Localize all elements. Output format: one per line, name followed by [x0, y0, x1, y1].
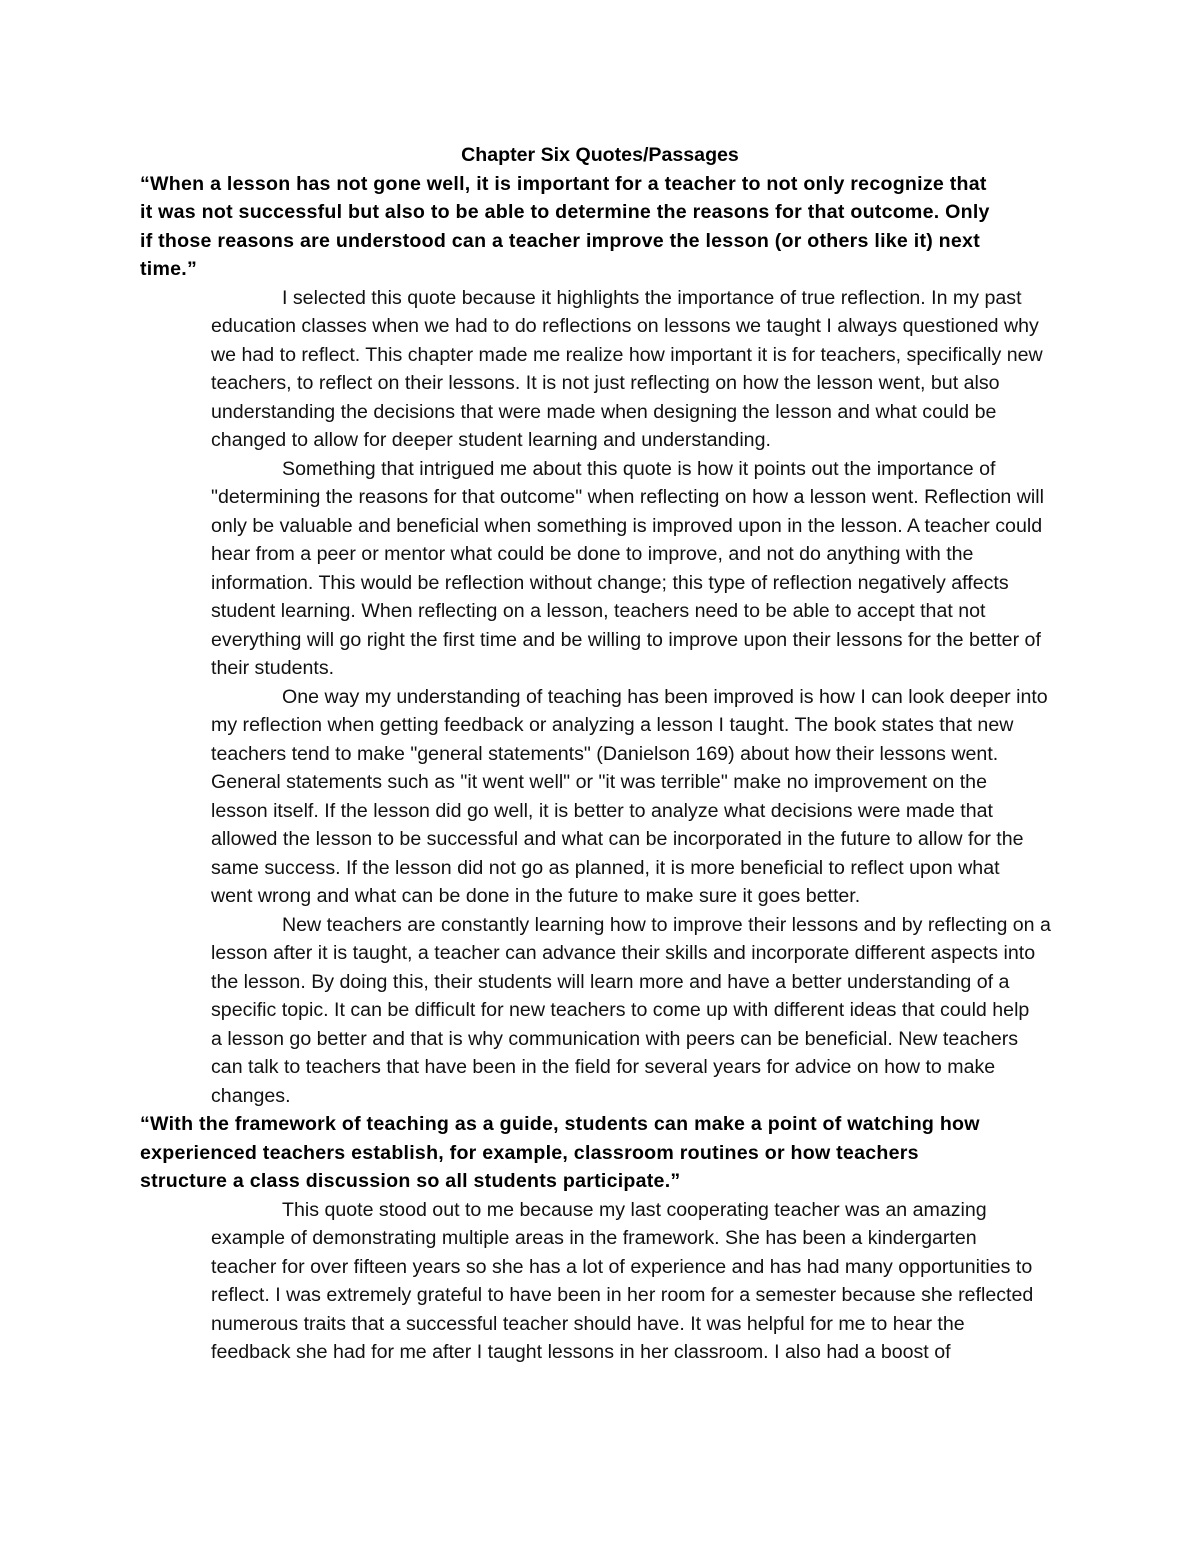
quote-1-line: it was not successful but also to be able to determine the reasons for that outcome. Only — [140, 201, 990, 223]
paragraph-line: changed to allow for deeper student learning and understanding. — [211, 429, 771, 451]
quote-1 — [140, 170, 1060, 284]
quote-1-line: if those reasons are understood can a teacher improve the lesson (or others like it) next — [140, 229, 980, 252]
document-title: Chapter Six Quotes/Passages — [461, 144, 739, 166]
paragraph-line: One way my understanding of teaching has been improved is how I can look deeper into — [282, 685, 1048, 708]
paragraph-line: education classes when we had to do reflections on lessons we taught I always questioned why — [211, 315, 1039, 337]
quote-2 — [140, 1110, 1060, 1196]
paragraph-line: This quote stood out to me because my last cooperating teacher was an amazing — [282, 1198, 987, 1221]
paragraph-line: went wrong and what can be done in the future to make sure it goes better. — [211, 885, 861, 907]
quote-2-line: “With the framework of teaching as a guide, students can make a point of watching how — [140, 1113, 980, 1135]
paragraph-line: "determining the reasons for that outcome" when reflecting on how a lesson went. Reflection will — [211, 486, 1044, 508]
paragraph-line: a lesson go better and that is why communication with peers can be beneficial. New teachers — [211, 1027, 1019, 1050]
paragraph-line: understanding the decisions that were made when designing the lesson and what could be — [211, 400, 997, 423]
paragraph-line: hear from a peer or mentor what could be done to improve, and not do anything with the — [211, 543, 974, 565]
paragraph-5 — [140, 1196, 1060, 1367]
paragraph-line: same success. If the lesson did not go as planned, it is more beneficial to reflect upon what — [211, 856, 1000, 879]
paragraph-1 — [140, 284, 1060, 455]
paragraph-line: feedback she had for me after I taught lessons in her classroom. I also had a boost of — [211, 1341, 951, 1363]
paragraph-line: their students. — [211, 657, 335, 679]
quote-1-line: time.” — [140, 258, 198, 280]
quote-2-line: structure a class discussion so all students participate.” — [140, 1170, 681, 1192]
paragraph-line: teachers tend to make "general statements" (Danielson 169) about how their lessons went. — [211, 742, 999, 765]
paragraph-line: teacher for over fifteen years so she has a lot of experience and has had many opportunities to — [211, 1255, 1033, 1278]
paragraph-line: can talk to teachers that have been in the field for several years for advice on how to make — [211, 1056, 996, 1078]
paragraph-line: teachers, to reflect on their lessons. It is not just reflecting on how the lesson went, but also — [211, 372, 1000, 394]
paragraph-line: I selected this quote because it highlights the importance of true reflection. In my past — [282, 286, 1022, 309]
document-page — [140, 141, 1060, 1367]
paragraph-line: we had to reflect. This chapter made me realize how important it is for teachers, specifically new — [211, 343, 1043, 366]
paragraph-line: my reflection when getting feedback or analyzing a lesson I taught. The book states that new — [211, 714, 1014, 736]
paragraph-line: allowed the lesson to be successful and what can be incorporated in the future to allow for the — [211, 828, 1024, 850]
paragraph-4 — [140, 911, 1060, 1111]
quote-1-line: “When a lesson has not gone well, it is important for a teacher to not only recognize that — [140, 172, 987, 195]
paragraph-line: the lesson. By doing this, their students will learn more and have a better understanding of a — [211, 970, 1010, 993]
paragraph-line: information. This would be reflection without change; this type of reflection negatively affects — [211, 571, 1009, 594]
paragraph-line: specific topic. It can be difficult for new teachers to come up with different ideas that could help — [211, 999, 1030, 1021]
paragraph-line: everything will go right the first time and be willing to improve upon their lessons for the better of — [211, 628, 1041, 651]
quote-2-line: experienced teachers establish, for example, classroom routines or how teachers — [140, 1141, 919, 1164]
paragraph-line: reflect. I was extremely grateful to have been in her room for a semester because she reflected — [211, 1284, 1034, 1306]
paragraph-line: example of demonstrating multiple areas in the framework. She has been a kindergarten — [211, 1227, 977, 1249]
paragraph-line: New teachers are constantly learning how to improve their lessons and by reflecting on a — [282, 913, 1051, 936]
paragraph-line: student learning. When reflecting on a lesson, teachers need to be able to accept that not — [211, 600, 986, 622]
paragraph-line: lesson itself. If the lesson did go well, it is better to analyze what decisions were made that — [211, 799, 993, 822]
paragraph-line: only be valuable and beneficial when something is improved upon in the lesson. A teacher could — [211, 514, 1043, 537]
paragraph-line: General statements such as "it went well" or "it was terrible" make no improvement on the — [211, 771, 987, 793]
paragraph-line: numerous traits that a successful teacher should have. It was helpful for me to hear the — [211, 1312, 965, 1335]
paragraph-line: lesson after it is taught, a teacher can advance their skills and incorporate different aspects into — [211, 942, 1036, 964]
paragraph-line: Something that intrigued me about this quote is how it points out the importance of — [282, 457, 996, 480]
paragraph-2 — [140, 455, 1060, 683]
paragraph-3 — [140, 683, 1060, 911]
paragraph-line: changes. — [211, 1084, 291, 1107]
